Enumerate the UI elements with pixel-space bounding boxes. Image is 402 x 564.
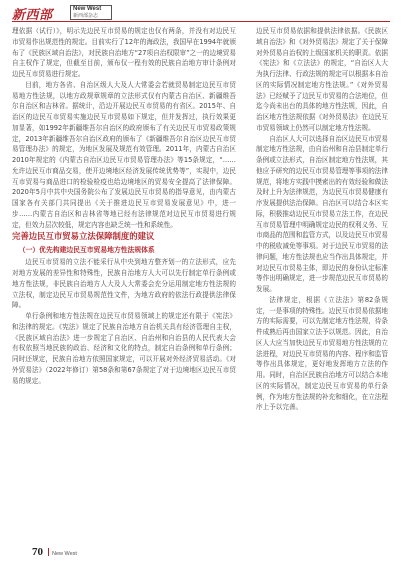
right-paragraph-3: 法律规定，根据《立法法》第82条规定，一是事项的特殊性。边民互市贸易依据地方的实际需要，可以先制定地方性法规，待条件成熟后再由国家立法予以规范。因此，自治区人大应当加快边民互市贸易地方性法规的立法进程，对边民互市贸易的内容、程序和监管等作出具体规定，更好地发挥地方立法的作用。同时，自治区民族自治地方可以结合本地区的实际情况，制定边民互市贸易的单行条例，作为地方性法规的补充和细化，在立法程序上予以完善。 — [256, 295, 388, 412]
header-divider — [12, 21, 390, 22]
masthead-chinese: 新西部杂志 — [73, 13, 99, 19]
page-number: 70 — [32, 546, 43, 558]
right-paragraph-2: 自治区人大可以选择自治区边民互市贸易制定地方性法规，由自治州和自治县制定单行条例或立法形式，自治区制定地方性法规，其他应予研究的边民互市贸易管理等事项的法律规范，将地方实践中摸索出的有效经验和做法及时上升为法律规范，为边民互市贸易健康有序发展提供法治保障。自治区可以结合本区实际，积极推动边民互市贸易立法工作，在边民互市贸易管理中明确规定边民的权利义务、互市商品的范围和监管方式，以及边民互市贸易中的税收减免等事项。对于边民互市贸易的法律问题，地方性法规也应当作出具体规定，并对边民互市贸易主体，即边民的身份认定标准等作出明确规定，进一步规范边民互市贸易的发展。 — [256, 134, 388, 293]
magazine-logo: 新西部 — [12, 8, 53, 23]
right-column — [256, 26, 388, 413]
footer-divider — [48, 548, 49, 556]
subsection-title: （一）优先构建边民互市贸易地方性法规体系 — [18, 246, 155, 255]
left-column — [12, 26, 236, 386]
masthead-english: New West — [73, 6, 102, 12]
section-title: 完善边民互市贸易立法保障制度的建议 — [12, 231, 155, 242]
left-paragraph-4: 单行条例和地方性法规在边民互市贸易领域上的规定还有限于《宪法》和法律的规定。《宪法》规定了民族自治地方自治机关具有经济管理自主权，《民族区域自治法》进一步规定了自治区、自治州和自治县的人民代表大会有权依照当地民族的政治、经济和文化的特点，制定自治条例和单行条例；同时还规定，民族自治地方依照国家规定，可以开展对外经济贸易活动。《对外贸易法》（2022年修订）第58条和第67条规定了对于边境地区边民互市贸易的规定。 — [12, 312, 236, 385]
page-header — [0, 0, 402, 22]
footer-magazine-name: New West — [52, 551, 77, 557]
masthead-box — [70, 5, 112, 20]
page-footer — [12, 544, 92, 558]
left-paragraph-1: 理依据（试行）》，明示先边民互市贸易的规定也仅有两条，并没有对边民互市贸易作出规范性的规定。目前实行了12年的海政法，我国早在1994年就颁布了《民族区域自治法》，对民族自治地方“27项自治权限审”之一的边境贸易自主权作了规定，但截至目前，颁布仅一程有效的民族自治地方审计条例对边民互市贸易进行规定。 — [12, 27, 236, 78]
left-paragraph-2: 目前，地方各省、自治区级人大及人大常委会若就贸易制定边民互市贸易地方性法规，以地方政规章规章的立法形式仅有内蒙古自治区、新疆维吾尔自治区和吉林省。据统计，沿边开展边民互市贸易的有省区。2015年、自治区的边民互市贸易实施边民互市贸易如下规定，但并发挥过，执行效果更加显著，如1992年新疆维吾尔自治区的政府颁布了有关边民互市贸易政策规定，2013年新疆维吾尔自治区政府的颁布了《新疆维吾尔自治区边民互市贸易管理办法》的规定，为地区发展及规范有效管理。2011年，内蒙古自治区2010年规定的《内蒙古自治区边民互市贸易管理办法》等15条规定，“……允许边民互市商品交易，使开边境地区经济发展传统优势等”，实现中，边民互市贸易与商品进口的检验检疫也给边境地区的贸易安全提高了法律保障。2020年5月中共中央国务院公布了发展边民互市贸易的指导意见，由内蒙古国家各有关部门共同提出《关于推进边民互市贸易发展意见》中，进一步……内蒙古自治区和吉林省等地已经有法律规范对边民互市贸易进行规定，但效力层次较低，规定内容也缺乏统一性和系统性。 — [12, 80, 236, 229]
left-paragraph-3: 边民互市贸易的立法不能采行从中央到地方整齐划一的立法形式，应先对地方发展的差异性和特殊性，民族自治地方人大可以先行制定单行条例或地方性法规，非民族自治地方人大及人大常委会充分运用制定地方性法规的立法权，制定边民互市贸易规范性文件，为地方政府的依法行政提供法律保障。 — [12, 258, 236, 310]
right-paragraph-1: 边民互市贸易依据和提供法律依据。《民族区域自治法》和《对外贸易法》规定了关于保障对外贸易自治权的上级国家机关的职责。依据《宪法》和《立法法》的规定，“自治区人大为执行法律、行政法规的规定可以根据本自治区的实际情况制定地方性法规。”《对外贸易法》已经赋予了边民互市贸易的合法地位，但迄今尚未出台的具体的地方性法规，因此，自治区地方性法规依据《对外贸易法》在边民互市贸易领域上仍然可以制定地方性法规。 — [256, 27, 388, 132]
